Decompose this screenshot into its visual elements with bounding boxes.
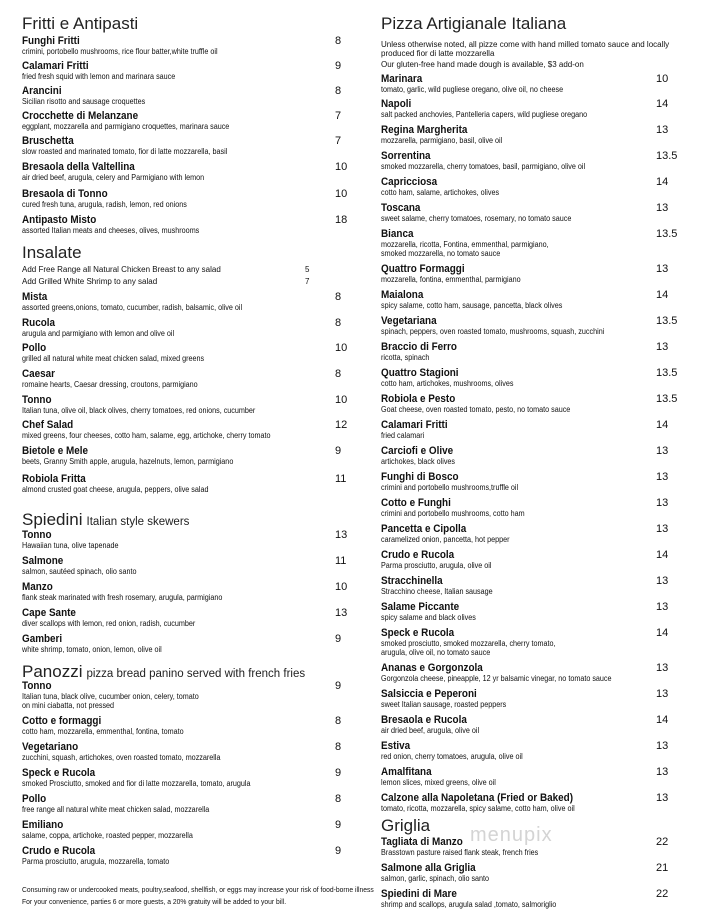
item-name: Cotto e Funghi bbox=[381, 497, 451, 509]
item-name: Carciofi e Olive bbox=[381, 445, 454, 457]
item-description: white shrimp, tomato, onion, lemon, olive oil bbox=[22, 645, 162, 654]
item-price: 14 bbox=[656, 176, 669, 188]
menu-item bbox=[381, 342, 681, 362]
menu-item bbox=[22, 343, 352, 363]
menu-item bbox=[22, 582, 352, 602]
item-name: Quattro Stagioni bbox=[381, 367, 459, 379]
item-description: slow roasted and marinated tomato, fior di latte mozzarella, basil bbox=[22, 147, 228, 156]
menu-item bbox=[381, 151, 681, 171]
item-description: Italian tuna, black olive, cucumber onion, celery, tomato bbox=[22, 692, 199, 701]
item-price: 14 bbox=[656, 549, 669, 561]
item-description: Parma prosciutto, arugula, mozzarella, tomato bbox=[22, 857, 170, 866]
item-price: 13 bbox=[656, 792, 669, 804]
item-description-line2: smoked mozzarella, no tomato sauce bbox=[381, 249, 501, 258]
item-name: Crudo e Rucola bbox=[381, 549, 455, 561]
item-description: mixed greens, four cheeses, cotto ham, salame, egg, artichoke, cherry tomato bbox=[22, 431, 271, 440]
menu-item bbox=[381, 420, 681, 440]
item-price: 13 bbox=[656, 523, 669, 535]
item-name: Napoli bbox=[381, 98, 412, 110]
item-description: salmon, garlic, spinach, olio santo bbox=[381, 874, 490, 883]
item-description: almond crusted goat cheese, arugula, peppers, olive salad bbox=[22, 485, 209, 494]
item-description: Hawaiian tuna, olive tapenade bbox=[22, 541, 119, 550]
menu-item bbox=[22, 292, 352, 312]
item-price: 13 bbox=[656, 445, 669, 457]
item-price: 22 bbox=[656, 888, 669, 900]
menu-item bbox=[22, 846, 352, 866]
menu-item bbox=[22, 86, 352, 106]
item-price: 9 bbox=[335, 633, 342, 645]
menu-item bbox=[22, 420, 352, 440]
menu-item bbox=[22, 111, 352, 131]
item-price: 10 bbox=[656, 73, 669, 85]
item-price: 9 bbox=[335, 680, 342, 692]
item-price: 8 bbox=[335, 793, 342, 805]
pizza-gluten-note: Our gluten-free hand made dough is available, $3 add-on bbox=[381, 60, 584, 69]
item-name: Bietole e Mele bbox=[22, 445, 89, 457]
section-title-insalate: Insalate bbox=[22, 243, 82, 262]
item-name: Calamari Fritti bbox=[381, 419, 448, 431]
menu-item bbox=[381, 689, 681, 709]
item-name: Mista bbox=[22, 291, 48, 303]
item-price: 13 bbox=[656, 263, 669, 275]
menu-item bbox=[381, 290, 681, 310]
item-price: 10 bbox=[335, 188, 348, 200]
menu-item bbox=[381, 264, 681, 284]
item-name: Gamberi bbox=[22, 633, 63, 645]
item-price: 13 bbox=[656, 471, 669, 483]
menu-item bbox=[22, 608, 352, 628]
item-name: Tonno bbox=[22, 680, 52, 692]
item-price: 8 bbox=[335, 317, 342, 329]
addon-text: Add Grilled White Shrimp to any salad bbox=[22, 277, 158, 286]
item-description: mozzarella, parmigiano, basil, olive oil bbox=[381, 136, 503, 145]
item-description: spinach, peppers, oven roasted tomato, mushrooms, squash, zucchini bbox=[381, 327, 605, 336]
addon-text: Add Free Range all Natural Chicken Breast to any salad bbox=[22, 265, 221, 274]
item-price: 13 bbox=[656, 766, 669, 778]
section-subtitle-spiedini: Italian style skewers bbox=[86, 516, 190, 528]
item-name: Braccio di Ferro bbox=[381, 341, 457, 353]
item-name: Tagliata di Manzo bbox=[381, 836, 463, 848]
item-price: 10 bbox=[335, 342, 348, 354]
item-name: Salsiccia e Peperoni bbox=[381, 688, 477, 700]
menu-item bbox=[381, 99, 681, 119]
item-description: fried calamari bbox=[381, 431, 425, 440]
item-name: Stracchinella bbox=[381, 575, 443, 587]
item-price: 13 bbox=[656, 124, 669, 136]
item-name: Bresaola della Valtellina bbox=[22, 161, 135, 173]
item-price: 22 bbox=[656, 836, 669, 848]
section-title-griglia: Griglia bbox=[381, 816, 431, 835]
item-description: crimini, portobello mushrooms, rice flour batter,white truffle oil bbox=[22, 47, 218, 56]
item-name: Pollo bbox=[22, 342, 47, 354]
item-name: Estiva bbox=[381, 740, 411, 752]
salad-addon bbox=[22, 277, 352, 286]
menu-item bbox=[22, 189, 352, 209]
menu-item bbox=[22, 162, 352, 182]
item-name: Cotto e formaggi bbox=[22, 715, 102, 727]
item-description: beets, Granny Smith apple, arugula, hazelnuts, lemon, parmigiano bbox=[22, 457, 234, 466]
menu-item bbox=[381, 628, 681, 657]
item-name: Tonno bbox=[22, 394, 52, 406]
item-price: 18 bbox=[335, 214, 348, 226]
item-name: Caesar bbox=[22, 368, 56, 380]
item-description: free range all natural white meat chicken salad, mozzarella bbox=[22, 805, 210, 814]
item-name: Emiliano bbox=[22, 819, 64, 831]
item-description: assorted Italian meats and cheeses, olives, mushrooms bbox=[22, 226, 200, 235]
menu-item bbox=[22, 136, 352, 156]
item-description: Goat cheese, oven roasted tomato, pesto, no tomato sauce bbox=[381, 405, 571, 414]
menu-item bbox=[22, 36, 352, 56]
item-description: crimini and portobello mushrooms, cotto ham bbox=[381, 509, 525, 518]
item-price: 13.5 bbox=[656, 315, 678, 327]
item-price: 11 bbox=[335, 555, 347, 567]
menu-item bbox=[22, 395, 352, 415]
menu-item bbox=[22, 474, 352, 494]
item-price: 9 bbox=[335, 819, 342, 831]
item-description: smoked prosciutto, smoked mozzarella, cherry tomato, bbox=[381, 639, 556, 648]
item-price: 13.5 bbox=[656, 393, 678, 405]
item-description: sweet salame, cherry tomatoes, rosemary, no tomato sauce bbox=[381, 214, 572, 223]
menu-item bbox=[381, 767, 681, 787]
item-price: 14 bbox=[656, 627, 669, 639]
menu-item bbox=[22, 556, 352, 576]
menu-item bbox=[381, 316, 681, 336]
item-name: Robiola Fritta bbox=[22, 473, 86, 485]
menupix-watermark: menupix bbox=[470, 824, 553, 846]
item-price: 10 bbox=[335, 161, 348, 173]
item-price: 8 bbox=[335, 35, 342, 47]
menu-item bbox=[381, 203, 681, 223]
menu-item bbox=[381, 524, 681, 544]
menu-item bbox=[381, 602, 681, 622]
menu-item bbox=[22, 768, 352, 788]
item-price: 14 bbox=[656, 98, 669, 110]
item-price: 8 bbox=[335, 741, 342, 753]
item-description: mozzarella, fontina, emmenthal, parmigiano bbox=[381, 275, 521, 284]
item-price: 13 bbox=[656, 575, 669, 587]
item-description: Sicilian risotto and sausage croquettes bbox=[22, 97, 146, 106]
item-description: sweet Italian sausage, roasted peppers bbox=[381, 700, 507, 709]
footnote-gratuity: For your convenience, parties 6 or more guests, a 20% gratuity will be added to your bill. bbox=[22, 897, 287, 906]
menu-item bbox=[381, 889, 681, 909]
item-description: eggplant, mozzarella and parmigiano croquettes, marinara sauce bbox=[22, 122, 230, 131]
item-price: 12 bbox=[335, 419, 348, 431]
item-description: red onion, cherry tomatoes, arugula, olive oil bbox=[381, 752, 523, 761]
item-name: Manzo bbox=[22, 581, 53, 593]
addon-price: 5 bbox=[305, 265, 310, 274]
section-title-spiedini: Spiedini Italian style skewers bbox=[22, 510, 190, 529]
item-name: Speck e Rucola bbox=[22, 767, 96, 779]
item-name: Ananas e Gorgonzola bbox=[381, 662, 483, 674]
section-title-pizza: Pizza Artigianale Italiana bbox=[381, 14, 567, 33]
menu-item bbox=[22, 530, 352, 550]
menu-item bbox=[22, 742, 352, 762]
item-name: Pollo bbox=[22, 793, 47, 805]
item-name: Arancini bbox=[22, 85, 62, 97]
menu-item bbox=[381, 576, 681, 596]
item-price: 21 bbox=[656, 862, 669, 874]
item-name: Bianca bbox=[381, 228, 414, 240]
menu-item bbox=[381, 446, 681, 466]
item-price: 14 bbox=[656, 419, 669, 431]
section-title-panozzi: Panozzi pizza bread panino served with french fries bbox=[22, 662, 306, 681]
item-description: cotto ham, artichokes, mushrooms, olives bbox=[381, 379, 514, 388]
item-price: 8 bbox=[335, 715, 342, 727]
item-description: Italian tuna, olive oil, black olives, cherry tomatoes, red onions, cucumber bbox=[22, 406, 256, 415]
item-description: tomato, ricotta, mozzarella, spicy salame, cotto ham, olive oil bbox=[381, 804, 575, 813]
item-description: shrimp and scallops, arugula salad ,tomato, salmoriglio bbox=[381, 900, 557, 909]
item-price: 13.5 bbox=[656, 150, 678, 162]
item-name: Salmone bbox=[22, 555, 64, 567]
item-description: assorted greens,onions, tomato, cucumber, radish, balsamic, olive oil bbox=[22, 303, 243, 312]
item-description: salmon, sautéed spinach, olio santo bbox=[22, 567, 137, 576]
footnote-raw-food: Consuming raw or undercooked meats, poultry,seafood, shellfish, or eggs may increase your risk of food-borne illness bbox=[22, 885, 374, 894]
item-name: Crocchette di Melanzane bbox=[22, 110, 139, 122]
item-description: Stracchino cheese, Italian sausage bbox=[381, 587, 493, 596]
item-description: air dried beef, arugula, celery and Parmigiano with lemon bbox=[22, 173, 205, 182]
item-description: fried fresh squid with lemon and marinara sauce bbox=[22, 72, 176, 81]
item-price: 11 bbox=[335, 473, 347, 485]
menu-item bbox=[381, 663, 681, 683]
item-name: Salame Piccante bbox=[381, 601, 460, 613]
menu-item bbox=[22, 716, 352, 736]
item-price: 9 bbox=[335, 845, 342, 857]
item-description: smoked mozzarella, cherry tomatoes, basil, parmigiano, olive oil bbox=[381, 162, 586, 171]
item-name: Funghi di Bosco bbox=[381, 471, 459, 483]
item-name: Regina Margherita bbox=[381, 124, 468, 136]
item-name: Bruschetta bbox=[22, 135, 74, 147]
menu-item bbox=[381, 177, 681, 197]
menu-item bbox=[381, 472, 681, 492]
item-description: tomato, garlic, wild pugliese oregano, olive oil, no cheese bbox=[381, 85, 564, 94]
menu-item bbox=[381, 715, 681, 735]
item-description: caramelized onion, pancetta, hot pepper bbox=[381, 535, 510, 544]
item-price: 8 bbox=[335, 368, 342, 380]
item-price: 13 bbox=[656, 662, 669, 674]
item-price: 8 bbox=[335, 291, 342, 303]
item-description: crimini and portobello mushrooms,truffle oil bbox=[381, 483, 519, 492]
item-price: 13 bbox=[656, 497, 669, 509]
menu-item bbox=[381, 793, 681, 813]
item-description: grilled all natural white meat chicken salad, mixed greens bbox=[22, 354, 205, 363]
item-name: Robiola e Pesto bbox=[381, 393, 456, 405]
item-price: 9 bbox=[335, 445, 342, 457]
item-description: spicy salame, cotto ham, sausage, pancetta, black olives bbox=[381, 301, 563, 310]
item-description: air dried beef, arugula, olive oil bbox=[381, 726, 480, 735]
menu-item bbox=[381, 74, 681, 94]
item-description: ricotta, spinach bbox=[381, 353, 430, 362]
item-name: Calamari Fritti bbox=[22, 60, 89, 72]
menu-item bbox=[381, 394, 681, 414]
item-price: 13 bbox=[335, 529, 348, 541]
salad-addon bbox=[22, 265, 352, 274]
menu-item bbox=[22, 318, 352, 338]
item-price: 9 bbox=[335, 767, 342, 779]
item-price: 13.5 bbox=[656, 228, 678, 240]
item-description: smoked Prosciutto, smoked and fior di latte mozzarella, tomato, arugula bbox=[22, 779, 251, 788]
item-description: salame, coppa, artichoke, roasted pepper, mozzarella bbox=[22, 831, 193, 840]
item-description: artichokes, black olives bbox=[381, 457, 456, 466]
item-description: arugula and parmigiano with lemon and olive oil bbox=[22, 329, 175, 338]
item-price: 14 bbox=[656, 289, 669, 301]
menu-item bbox=[22, 446, 352, 466]
item-name: Amalfitana bbox=[381, 766, 432, 778]
item-name: Cape Sante bbox=[22, 607, 76, 619]
item-name: Rucola bbox=[22, 317, 56, 329]
menu-item bbox=[22, 634, 352, 654]
item-description: cotto ham, mozzarella, emmenthal, fontina, tomato bbox=[22, 727, 184, 736]
pizza-intro: Unless otherwise noted, all pizze come with hand milled tomato sauce and locally produced fior di latte mozzarella bbox=[381, 40, 670, 58]
item-name: Sorrentina bbox=[381, 150, 431, 162]
menu-item bbox=[381, 550, 681, 570]
item-name: Calzone alla Napoletana (Fried or Baked) bbox=[381, 792, 574, 804]
menu-item bbox=[22, 61, 352, 81]
menu-item bbox=[381, 741, 681, 761]
item-price: 13 bbox=[656, 341, 669, 353]
item-description: zucchini, squash, artichokes, oven roasted tomato, mozzarella bbox=[22, 753, 221, 762]
item-name: Bresaola e Rucola bbox=[381, 714, 467, 726]
menu-item bbox=[22, 215, 352, 235]
item-price: 7 bbox=[335, 135, 342, 147]
item-price: 13 bbox=[656, 740, 669, 752]
item-name: Pancetta e Cipolla bbox=[381, 523, 467, 535]
item-name: Tonno bbox=[22, 529, 52, 541]
item-price: 13 bbox=[656, 601, 669, 613]
item-name: Quattro Formaggi bbox=[381, 263, 465, 275]
item-description: spicy salame and black olives bbox=[381, 613, 476, 622]
item-name: Capricciosa bbox=[381, 176, 438, 188]
menu-item bbox=[22, 794, 352, 814]
menu-item bbox=[381, 498, 681, 518]
menu-item bbox=[22, 369, 352, 389]
item-description: salt packed anchovies, Pantelleria capers, wild pugliese oregano bbox=[381, 110, 588, 119]
item-description: Parma prosciutto, arugula, olive oil bbox=[381, 561, 492, 570]
menu-item bbox=[381, 125, 681, 145]
item-price: 9 bbox=[335, 60, 342, 72]
menu-item bbox=[381, 229, 681, 258]
item-price: 14 bbox=[656, 714, 669, 726]
item-name: Salmone alla Griglia bbox=[381, 862, 476, 874]
menu-item bbox=[381, 863, 681, 883]
item-name: Crudo e Rucola bbox=[22, 845, 96, 857]
item-description: flank steak marinated with fresh rosemary, arugula, parmigiano bbox=[22, 593, 223, 602]
item-name: Marinara bbox=[381, 73, 423, 85]
item-description-line2: arugula, olive oil, no tomato sauce bbox=[381, 648, 491, 657]
item-name: Vegetariano bbox=[22, 741, 79, 753]
menu-item bbox=[22, 820, 352, 840]
item-description: cured fresh tuna, arugula, radish, lemon, red onions bbox=[22, 200, 187, 209]
item-name: Speck e Rucola bbox=[381, 627, 455, 639]
addon-price: 7 bbox=[305, 277, 310, 286]
item-name: Spiedini di Mare bbox=[381, 888, 457, 900]
item-description: Gorgonzola cheese, pineapple, 12 yr balsamic vinegar, no tomato sauce bbox=[381, 674, 612, 683]
item-description: romaine hearts, Caesar dressing, croutons, parmigiano bbox=[22, 380, 198, 389]
item-name: Maialona bbox=[381, 289, 424, 301]
item-price: 8 bbox=[335, 85, 342, 97]
item-price: 7 bbox=[335, 110, 342, 122]
item-price: 13.5 bbox=[656, 367, 678, 379]
item-name: Toscana bbox=[381, 202, 421, 214]
item-price: 10 bbox=[335, 581, 348, 593]
menu-item bbox=[381, 368, 681, 388]
item-name: Vegetariana bbox=[381, 315, 437, 327]
item-name: Antipasto Misto bbox=[22, 214, 97, 226]
item-name: Funghi Fritti bbox=[22, 35, 80, 47]
item-name: Bresaola di Tonno bbox=[22, 188, 108, 200]
menu-item bbox=[22, 681, 352, 710]
item-description: cotto ham, salame, artichokes, olives bbox=[381, 188, 500, 197]
item-price: 13 bbox=[656, 202, 669, 214]
item-description-line2: on mini ciabatta, not pressed bbox=[22, 701, 115, 710]
section-title-fritti: Fritti e Antipasti bbox=[22, 14, 139, 33]
item-description: lemon slices, mixed greens, olive oil bbox=[381, 778, 496, 787]
item-price: 13 bbox=[656, 688, 669, 700]
section-subtitle-panozzi: pizza bread panino served with french fries bbox=[86, 668, 306, 680]
item-description: Brasstown pasture raised flank steak, french fries bbox=[381, 848, 539, 857]
item-price: 10 bbox=[335, 394, 348, 406]
item-price: 13 bbox=[335, 607, 348, 619]
item-name: Chef Salad bbox=[22, 419, 74, 431]
item-description: mozzarella, ricotta, Fontina, emmenthal, parmigiano, bbox=[381, 240, 549, 249]
item-description: diver scallops with lemon, red onion, radish, cucumber bbox=[22, 619, 196, 628]
